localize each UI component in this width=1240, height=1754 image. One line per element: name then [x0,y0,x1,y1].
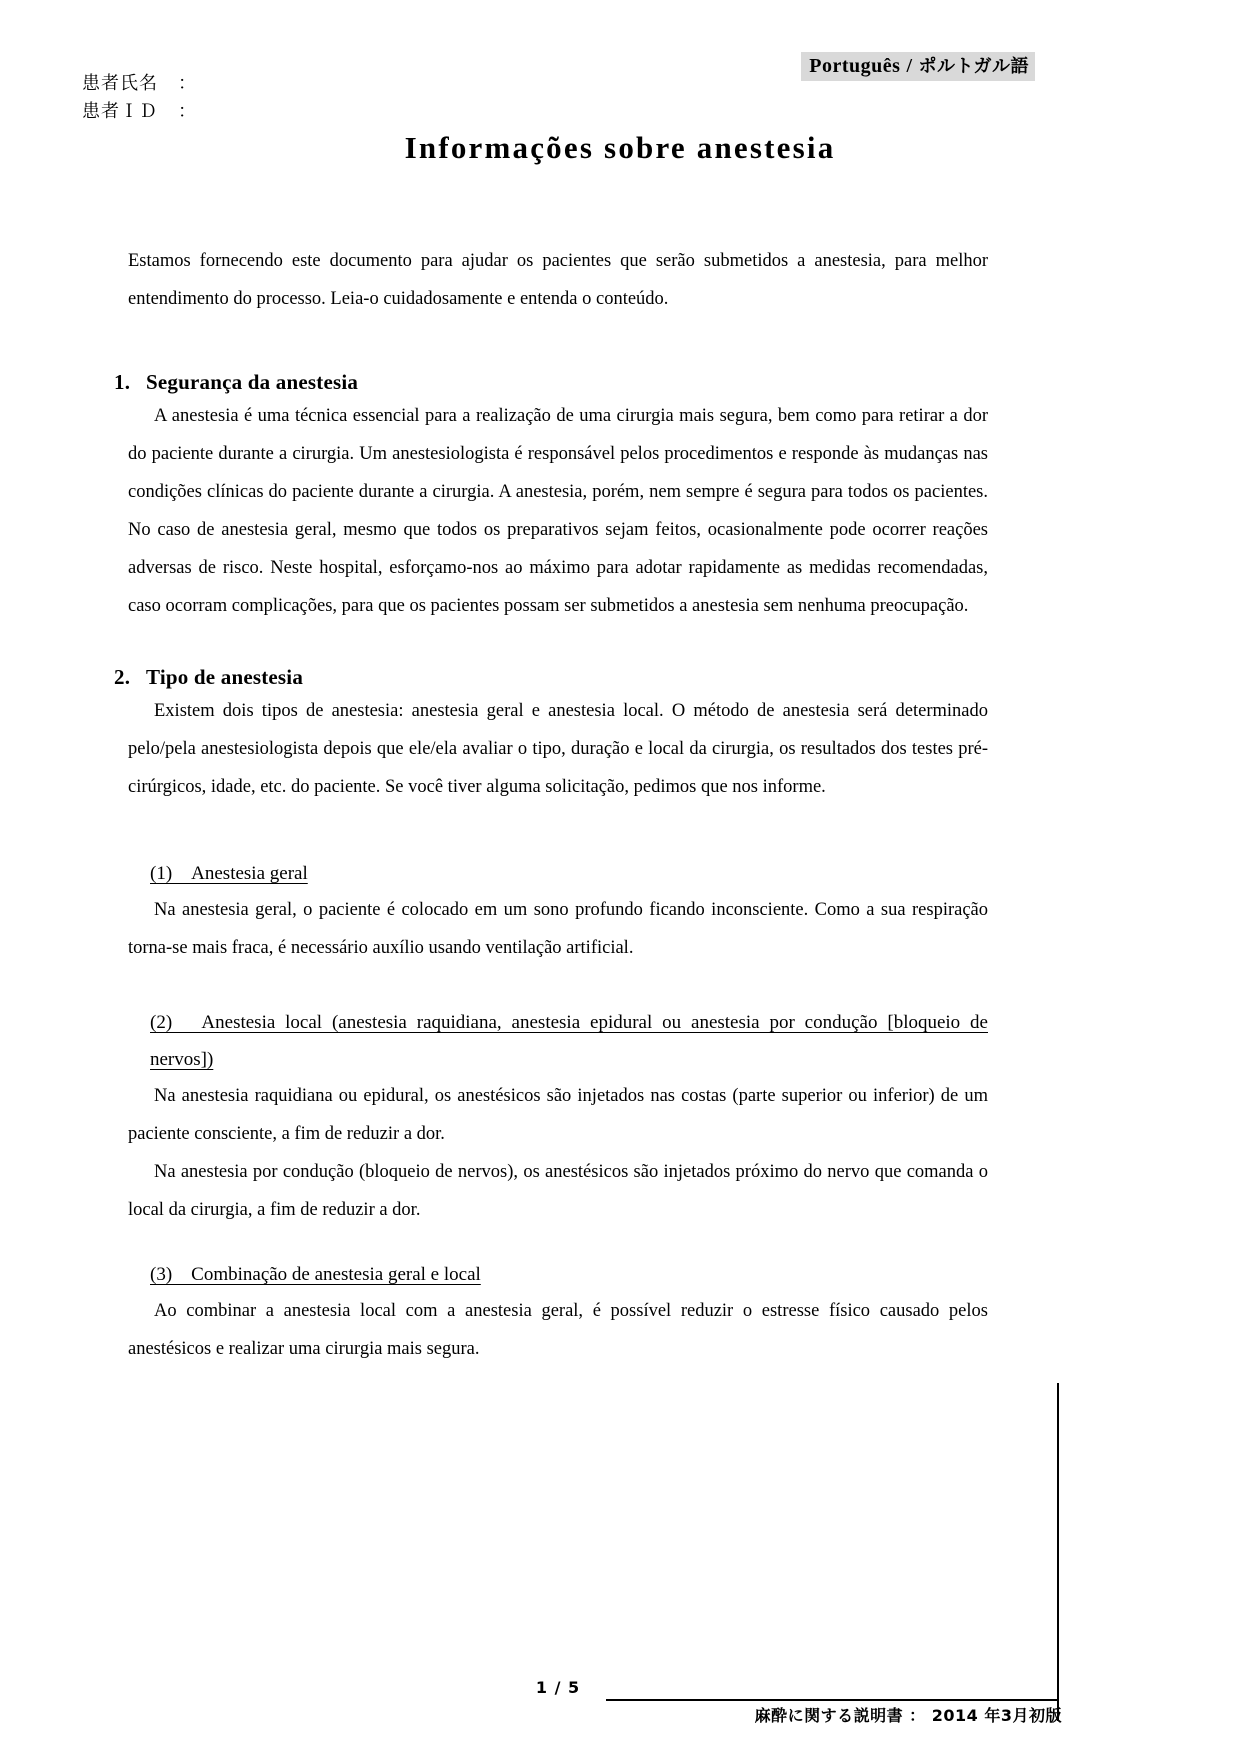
right-margin-rule [1057,1383,1059,1721]
language-label-jp: ポルトガル語 [918,56,1029,77]
patient-name-label: 患者氏名 [82,73,158,94]
document-content [114,243,988,1369]
section-title-1: Segurança da anestesia [146,369,359,394]
section-heading-1 [114,367,988,399]
patient-id-row [82,98,197,126]
section-number-1: 1. [114,369,131,394]
patient-name-colon: ： [178,73,197,94]
section-title-2: Tipo de anestesia [146,664,304,689]
section-heading-2 [114,662,988,694]
language-label-pt: Português [809,55,901,77]
footer-document-note: 麻酔に関する説明書 ： 2014 年3月初版 [754,1706,1062,1725]
subsection-2-paragraph-2: Na anestesia por condução (bloqueio de nervos), os anestésicos são injetados próximo do nervo que comanda o local da cirurgia, a fim de reduzir a dor. [128,1161,988,1220]
patient-id-label: 患者ＩＤ [82,100,158,122]
language-badge [801,52,1035,81]
page-number: 1 / 5 [535,1678,581,1697]
language-separator: / [906,55,913,77]
footer-divider [606,1699,1058,1701]
subsection-1-paragraph-1: Na anestesia geral, o paciente é colocado em um sono profundo ficando inconsciente. Como a sua respiração torna-se mais fraca, é necessário auxílio usando ventilação artificial. [128,900,988,959]
page-title: Informações sobre anestesia [404,130,836,165]
section-body-1: A anestesia é uma técnica essencial para a realização de uma cirurgia mais segura, bem como para retirar a dor do paciente durante a cirurgia. Um anestesiologista é responsável pelos procedimentos e responde às mudanças nas condições clínicas do paciente durante a cirurgia. A anestesia, porém, nem sempre é segura para todos os pacientes. No caso de anestesia geral, mesmo que todos os preparativos sejam feitos, ocasionalmente pode ocorrer reações adversas de risco. Neste hospital, esforçamo-nos ao máximo para adotar rapidamente as medidas recomendadas, caso ocorram complicações, para que os pacientes possam ser submetidos a anestesia sem nenhuma preocupação. [128,406,988,616]
patient-id-colon: ： [178,100,197,122]
patient-name-row [82,70,197,98]
subsection-heading-3: (3) Combinação de anestesia geral e local [150,1263,481,1285]
section-body-2: Existem dois tipos de anestesia: anestesia geral e anestesia local. O método de anestesia será determinado pelo/pela anestesiologista depois que ele/ela avaliar o tipo, duração e local da cirurgia, os resultados dos testes pré-cirúrgicos, idade, etc. do paciente. Se você tiver alguma solicitação, pedimos que nos informe. [128,701,988,798]
section-number-2: 2. [114,664,131,689]
subsection-3-paragraph-1: Ao combinar a anestesia local com a anestesia geral, é possível reduzir o estresse físico causado pelos anestésicos e realizar uma cirurgia mais segura. [128,1300,988,1359]
subsection-2-paragraph-1: Na anestesia raquidiana ou epidural, os anestésicos são injetados nas costas (parte superior ou inferior) de um paciente consciente, a fim de reduzir a dor. [128,1086,988,1145]
subsection-heading-1: (1) Anestesia geral [150,863,308,885]
subsection-heading-2: (2) Anestesia local (anestesia raquidiana, anestesia epidural ou anestesia por condução [bloqueio de nervos]) [150,1012,988,1071]
intro-paragraph: Estamos fornecendo este documento para ajudar os pacientes que serão submetidos a anestesia, para melhor entendimento do processo. Leia-o cuidadosamente e entenda o conteúdo. [128,251,988,309]
patient-info-block [82,70,197,126]
